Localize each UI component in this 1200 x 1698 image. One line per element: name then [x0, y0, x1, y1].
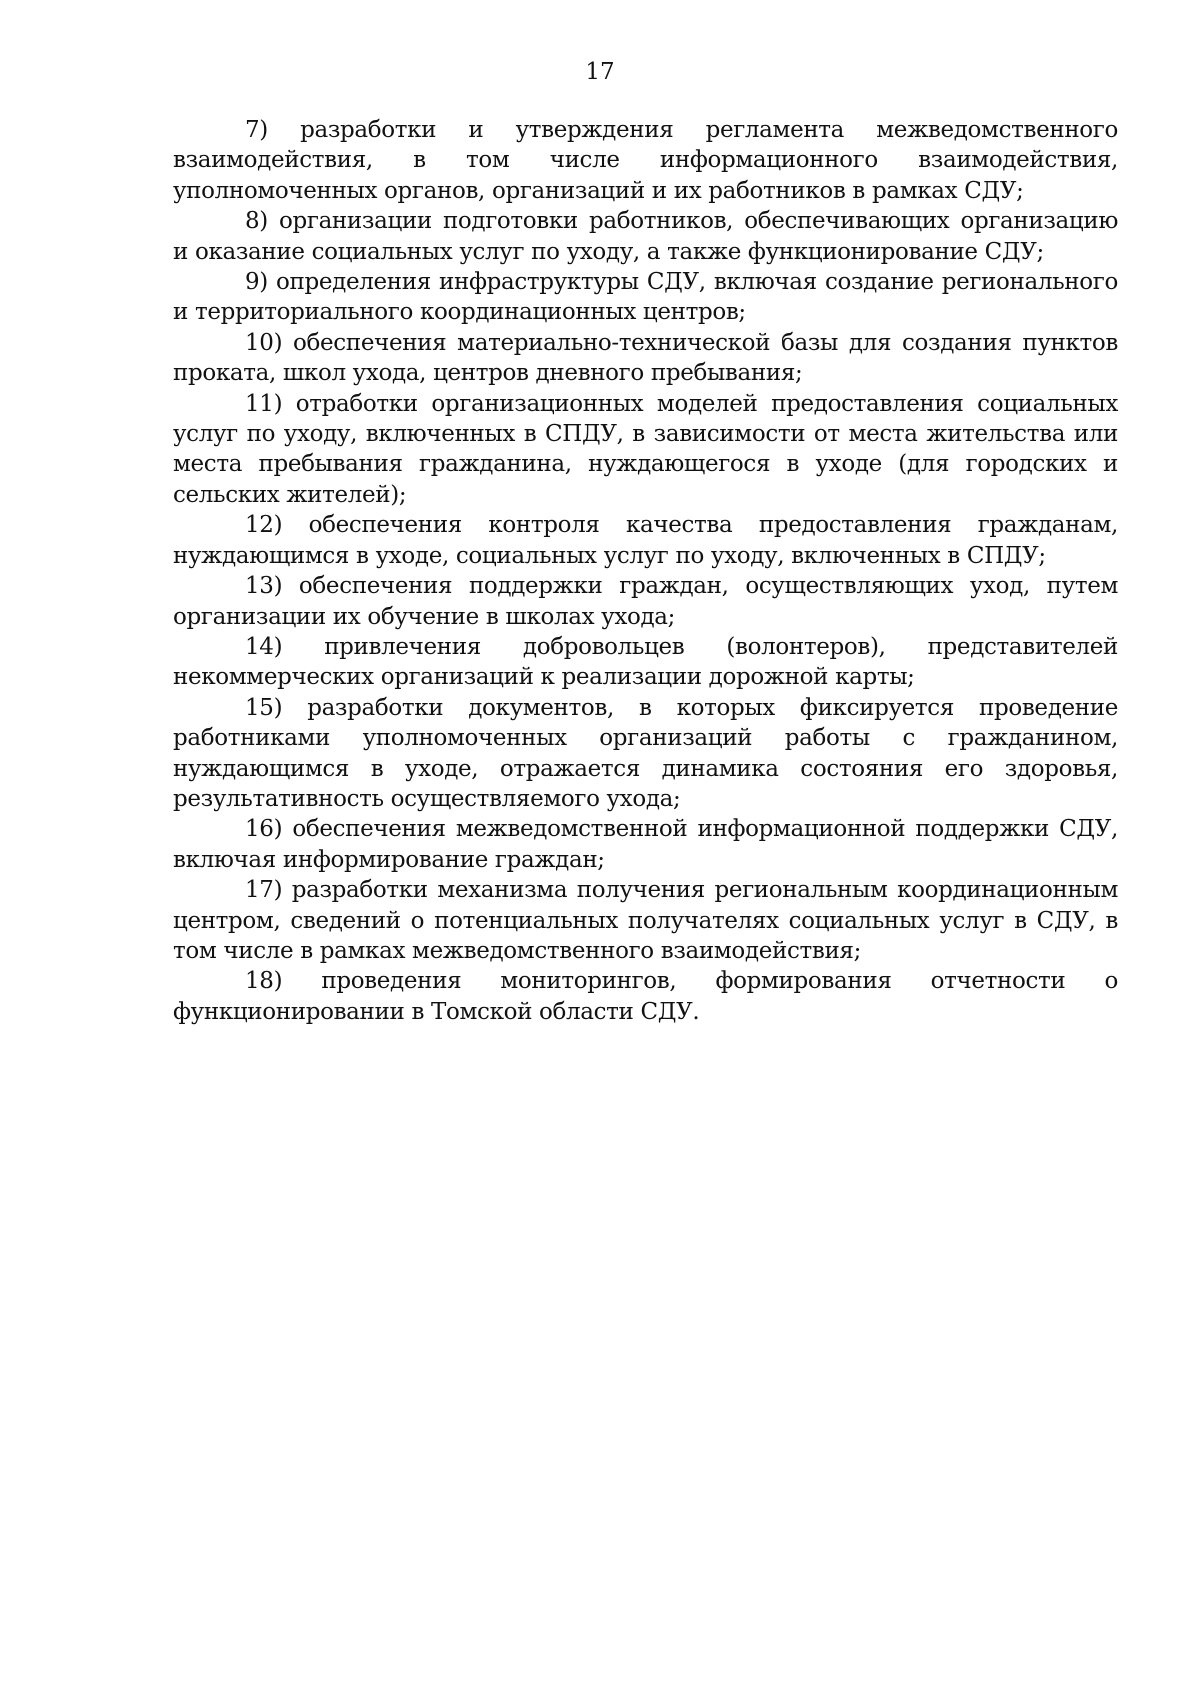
list-item-12: 12) обеспечения контроля качества предоставления гражданам, нуждающимся в уходе, социальных услуг по уходу, включенных в СПДУ;: [173, 512, 1118, 569]
list-item-13: 13) обеспечения поддержки граждан, осуществляющих уход, путем организации их обучение в школах ухода;: [173, 573, 1118, 630]
document-body: [173, 115, 1118, 1027]
list-item-15: 15) разработки документов, в которых фиксируется проведение работниками уполномоченных организаций работы с гражданином, нуждающимся в уходе, отражается динамика состояния его здоровья, результативность осуществляемого ухода;: [173, 694, 1118, 812]
list-item-9: 9) определения инфраструктуры СДУ, включая создание регионального и территориального координационных центров;: [173, 269, 1118, 326]
page-number: 17: [585, 59, 615, 85]
list-item-18: 18) проведения мониторингов, формирования отчетности о функционировании в Томской области СДУ.: [173, 968, 1118, 1025]
list-item-16: 16) обеспечения межведомственной информационной поддержки СДУ, включая информирование граждан;: [173, 816, 1118, 873]
list-item-8: 8) организации подготовки работников, обеспечивающих организацию и оказание социальных услуг по уходу, а также функционирование СДУ;: [173, 208, 1118, 265]
list-item-17: 17) разработки механизма получения региональным координационным центром, сведений о потенциальных получателях социальных услуг в СДУ, в том числе в рамках межведомственного взаимодействия;: [173, 877, 1118, 964]
list-item-10: 10) обеспечения материально-технической базы для создания пунктов проката, школ ухода, центров дневного пребывания;: [173, 329, 1118, 387]
list-item-14: 14) привлечения добровольцев (волонтеров), представителей некоммерческих организаций к реализации дорожной карты;: [173, 633, 1118, 691]
list-item-7: 7) разработки и утверждения регламента межведомственного взаимодействия, в том числе информационного взаимодействия, уполномоченных органов, организаций и их работников в рамках СДУ;: [173, 117, 1118, 204]
list-item-11: 11) отработки организационных моделей предоставления социальных услуг по уходу, включенных в СПДУ, в зависимости от места жительства или места пребывания гражданина, нуждающегося в уходе (для городских и сельских жителей);: [173, 390, 1118, 508]
